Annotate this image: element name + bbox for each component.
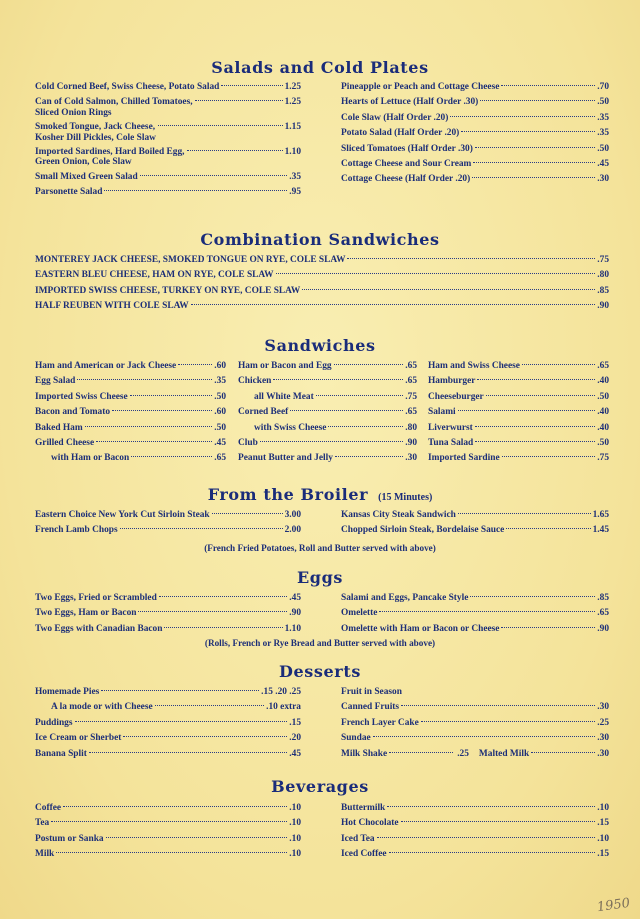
menu-item xyxy=(238,405,417,420)
leader-dots xyxy=(458,513,591,514)
menu-item xyxy=(341,747,609,762)
leader-dots xyxy=(106,837,288,838)
item-name: Banana Split xyxy=(35,748,87,759)
leader-dots xyxy=(56,852,287,853)
menu-item xyxy=(35,120,301,145)
sandwiches-column-3 xyxy=(428,359,609,467)
eggs-note: (Rolls, French or Rye Bread and Butter served with above) xyxy=(204,638,436,648)
leader-dots xyxy=(335,456,403,457)
item-name: Pineapple or Peach and Cottage Cheese xyxy=(341,82,500,92)
menu-item xyxy=(428,374,609,389)
menu-item xyxy=(238,451,417,466)
menu-item xyxy=(35,700,301,715)
combination-heading: Combination Sandwiches xyxy=(200,230,440,249)
item-price: .10 xyxy=(289,818,301,829)
menu-item xyxy=(35,374,226,389)
item-name: French Lamb Chops xyxy=(35,525,118,536)
menu-item xyxy=(35,716,301,731)
item-name: Cole Slaw (Half Order .20) xyxy=(341,112,449,123)
menu-item xyxy=(341,700,609,715)
leader-dots xyxy=(501,627,595,628)
item-price: .45 xyxy=(597,159,609,170)
item-price: 2.00 xyxy=(284,525,301,536)
item-name: Cottage Cheese (Half Order .20) xyxy=(341,174,471,185)
item-name: Corned Beef xyxy=(238,407,289,418)
menu-item xyxy=(35,801,301,816)
menu-item xyxy=(341,801,609,816)
item-price: 1.10 xyxy=(284,623,301,634)
item-price: .15 xyxy=(289,717,301,728)
item-name: Salami and Eggs, Pancake Style xyxy=(341,593,469,603)
item-name: Cheeseburger xyxy=(428,391,484,402)
item-price: .30 xyxy=(597,748,609,759)
menu-item xyxy=(35,268,609,283)
handwritten-year: 1950 xyxy=(596,895,631,916)
combination-list xyxy=(35,253,609,315)
item-price: .75 xyxy=(597,453,609,464)
menu-item xyxy=(35,405,226,420)
desserts-left-column xyxy=(35,685,301,762)
menu-item xyxy=(35,747,301,762)
leader-dots xyxy=(138,611,287,612)
menu-item xyxy=(35,451,226,466)
menu-item xyxy=(341,126,609,141)
item-price: .50 xyxy=(597,438,609,449)
leader-dots xyxy=(212,513,283,514)
item-price: .50 xyxy=(214,422,226,433)
broiler-right-column xyxy=(341,508,609,539)
item-price: .80 xyxy=(597,270,609,281)
item-price: 1.25 xyxy=(284,82,301,92)
menu-item xyxy=(428,359,609,374)
broiler-left-column xyxy=(35,508,301,539)
item-price: .65 xyxy=(405,407,417,418)
leader-dots xyxy=(475,426,595,427)
leader-dots xyxy=(131,456,212,457)
leader-dots xyxy=(486,395,596,396)
leader-dots xyxy=(522,364,595,365)
menu-item xyxy=(35,731,301,746)
item-name: Eastern Choice New York Cut Sirloin Steak xyxy=(35,510,210,520)
menu-item xyxy=(238,390,417,405)
item-name: HALF REUBEN WITH COLE SLAW xyxy=(35,301,189,312)
leader-dots xyxy=(120,528,283,529)
leader-dots xyxy=(470,596,595,597)
item-price: .10 xyxy=(597,803,609,813)
salads-heading: Salads and Cold Plates xyxy=(211,58,429,77)
leader-dots xyxy=(85,426,213,427)
leader-dots xyxy=(51,821,287,822)
leader-dots xyxy=(501,85,595,86)
item-price: .10 xyxy=(289,803,301,813)
leader-dots xyxy=(506,528,590,529)
item-price: .50 xyxy=(597,97,609,108)
leader-dots xyxy=(155,705,264,706)
menu-item xyxy=(35,95,301,120)
item-name: Sundae xyxy=(341,733,371,744)
menu-item xyxy=(35,390,226,405)
leader-dots xyxy=(387,806,595,807)
item-name: Fruit in Season xyxy=(341,687,402,697)
leader-dots xyxy=(401,705,595,706)
item-price: .30 xyxy=(597,702,609,713)
menu-item xyxy=(341,172,609,187)
item-name: Imported Swiss Cheese xyxy=(35,391,128,402)
item-price: .90 xyxy=(405,438,417,449)
menu-item xyxy=(35,359,226,374)
leader-dots xyxy=(159,596,287,597)
leader-dots xyxy=(195,100,283,101)
eggs-left-column xyxy=(35,591,301,637)
item-name: Buttermilk xyxy=(341,803,386,813)
item-name: Iced Coffee xyxy=(341,849,387,860)
menu-item xyxy=(35,436,226,451)
leader-dots xyxy=(276,273,596,274)
item-price: .50 xyxy=(597,391,609,402)
leader-dots xyxy=(63,806,287,807)
item-price: .50 xyxy=(597,143,609,154)
item-name: Grilled Cheese xyxy=(35,438,95,449)
menu-item xyxy=(341,816,609,831)
item-price: .45 xyxy=(289,593,301,603)
item-price: .60 xyxy=(214,361,226,371)
item-price: .45 xyxy=(214,438,226,449)
item-name: Hearts of Lettuce (Half Order .30) xyxy=(341,97,479,108)
item-price: .85 xyxy=(597,285,609,296)
menu-item xyxy=(35,847,301,862)
item-name: Egg Salad xyxy=(35,376,76,387)
leader-dots xyxy=(77,379,212,380)
item-name: Ham and Swiss Cheese xyxy=(428,361,520,371)
leader-dots xyxy=(221,85,282,86)
menu-item xyxy=(35,145,301,170)
menu-item xyxy=(428,436,609,451)
item-name: Hamburger xyxy=(428,376,476,387)
item-name: Two Eggs with Canadian Bacon xyxy=(35,623,163,634)
item-price: .65 xyxy=(597,361,609,371)
item-price: .45 xyxy=(289,748,301,759)
menu-item xyxy=(341,508,609,523)
item-name: Postum or Sanka xyxy=(35,833,104,844)
leader-dots xyxy=(290,410,403,411)
menu-item xyxy=(428,451,609,466)
leader-dots xyxy=(475,441,595,442)
leader-dots xyxy=(347,258,595,259)
sandwiches-column-2 xyxy=(238,359,417,467)
leader-dots xyxy=(477,379,595,380)
item-name: with Swiss Cheese xyxy=(254,422,327,433)
item-price: 1.10 xyxy=(284,147,301,158)
menu-item xyxy=(35,299,609,314)
item-name: Omelette with Ham or Bacon or Cheese xyxy=(341,623,500,634)
menu-item xyxy=(35,523,301,538)
item-name: Sliced Tomatoes (Half Order .30) xyxy=(341,143,473,154)
item-price: .20 xyxy=(289,733,301,744)
item-name: Liverwurst xyxy=(428,422,473,433)
item-name: Chicken xyxy=(238,376,272,387)
item-name: Two Eggs, Fried or Scrambled xyxy=(35,593,157,603)
item-name: Puddings xyxy=(35,717,73,728)
item-price: .40 xyxy=(597,407,609,418)
item-price: .85 xyxy=(597,593,609,603)
item-name: Smoked Tongue, Jack Cheese, Kosher Dill Pickles, Cole Slaw xyxy=(35,122,156,143)
item-name: Ham or Bacon and Egg xyxy=(238,361,332,371)
item-name: Imported Sardine xyxy=(428,453,500,464)
leader-dots xyxy=(112,410,212,411)
item-price: .65 xyxy=(597,608,609,619)
leader-dots xyxy=(101,690,259,691)
beverages-right-column xyxy=(341,801,609,863)
item-price: .90 xyxy=(289,608,301,619)
leader-dots xyxy=(472,177,595,178)
leader-dots xyxy=(334,364,404,365)
menu-item xyxy=(35,832,301,847)
item-price: .40 xyxy=(597,376,609,387)
item-name: Milk xyxy=(35,849,55,860)
item-price: .90 xyxy=(597,623,609,634)
eggs-right-column xyxy=(341,591,609,637)
desserts-right-column xyxy=(341,685,609,762)
leader-dots xyxy=(316,395,404,396)
menu-item xyxy=(428,405,609,420)
leader-dots xyxy=(187,150,283,151)
item-price: .30 xyxy=(597,174,609,185)
item-name: Malted Milk xyxy=(478,748,530,759)
leader-dots xyxy=(421,721,596,722)
item-name: Cold Corned Beef, Swiss Cheese, Potato Salad xyxy=(35,82,220,92)
item-name: Ice Cream or Sherbet xyxy=(35,733,122,744)
item-name: Tea xyxy=(35,818,50,829)
item-name: Homemade Pies xyxy=(35,687,100,697)
item-price: .60 xyxy=(214,407,226,418)
item-name: Potato Salad (Half Order .20) xyxy=(341,128,460,139)
menu-item xyxy=(341,622,609,637)
leader-dots xyxy=(401,821,596,822)
item-name: Baked Ham xyxy=(35,422,83,433)
item-price: .30 xyxy=(597,733,609,744)
item-name: Tuna Salad xyxy=(428,438,474,449)
item-name: Imported Sardines, Hard Boiled Egg, Green Onion, Cole Slaw xyxy=(35,147,185,168)
leader-dots xyxy=(531,752,595,753)
item-name: Small Mixed Green Salad xyxy=(35,171,138,182)
item-name: Club xyxy=(238,438,258,449)
item-name: Cottage Cheese and Sour Cream xyxy=(341,159,472,170)
menu-item xyxy=(428,390,609,405)
item-name: French Layer Cake xyxy=(341,717,419,728)
item-name: Canned Fruits xyxy=(341,702,400,713)
menu-item xyxy=(341,832,609,847)
menu-item xyxy=(341,685,609,700)
leader-dots xyxy=(473,162,595,163)
item-name: Salami xyxy=(428,407,456,418)
item-name: Kansas City Steak Sandwich xyxy=(341,510,456,520)
menu-item xyxy=(341,111,609,126)
leader-dots xyxy=(328,426,403,427)
broiler-note: (French Fried Potatoes, Roll and Butter served with above) xyxy=(204,543,436,553)
item-name: Hot Chocolate xyxy=(341,818,399,829)
menu-item xyxy=(238,374,417,389)
item-name: Two Eggs, Ham or Bacon xyxy=(35,608,137,619)
leader-dots xyxy=(450,116,595,117)
item-price: .90 xyxy=(597,301,609,312)
menu-item xyxy=(35,508,301,523)
item-name: Coffee xyxy=(35,803,62,813)
leader-dots xyxy=(475,147,595,148)
item-name: Iced Tea xyxy=(341,833,375,844)
leader-dots xyxy=(480,100,595,101)
menu-item xyxy=(238,359,417,374)
item-price: .25 xyxy=(597,717,609,728)
menu-item xyxy=(341,95,609,110)
leader-dots xyxy=(130,395,213,396)
leader-dots xyxy=(377,837,596,838)
item-price: .65 xyxy=(214,453,226,464)
item-price: .40 xyxy=(597,422,609,433)
item-price: .65 xyxy=(405,361,417,371)
desserts-heading: Desserts xyxy=(279,662,361,681)
item-name: IMPORTED SWISS CHEESE, TURKEY ON RYE, COLE SLAW xyxy=(35,285,301,296)
menu-item xyxy=(35,622,301,637)
menu-item xyxy=(341,847,609,862)
beverages-heading: Beverages xyxy=(271,777,369,796)
item-price: .15 .20 .25 xyxy=(261,687,301,697)
leader-dots xyxy=(389,852,596,853)
item-price: .80 xyxy=(405,422,417,433)
menu-item xyxy=(35,816,301,831)
item-price: .10 extra xyxy=(266,702,301,713)
item-price: .10 xyxy=(289,833,301,844)
leader-dots xyxy=(123,736,287,737)
menu-item xyxy=(35,685,301,700)
item-price: 1.65 xyxy=(592,510,609,520)
item-price: .95 xyxy=(289,187,301,198)
item-price: 3.00 xyxy=(284,510,301,520)
menu-item xyxy=(341,157,609,172)
item-name: Bacon and Tomato xyxy=(35,407,111,418)
menu-item xyxy=(35,185,301,200)
menu-item xyxy=(35,253,609,268)
leader-dots xyxy=(273,379,403,380)
item-name: Parsonette Salad xyxy=(35,187,103,198)
menu-item xyxy=(341,80,609,95)
item-price: .35 xyxy=(214,376,226,387)
item-price: .30 xyxy=(405,453,417,464)
menu-item xyxy=(35,80,301,95)
item-price: 1.45 xyxy=(592,525,609,536)
item-name: EASTERN BLEU CHEESE, HAM ON RYE, COLE SLAW xyxy=(35,270,274,281)
menu-item xyxy=(341,716,609,731)
item-price: .10 xyxy=(289,849,301,860)
menu-item xyxy=(341,142,609,157)
item-price: .75 xyxy=(597,255,609,265)
item-price: .75 xyxy=(405,391,417,402)
item-price: .70 xyxy=(597,82,609,92)
leader-dots xyxy=(458,410,596,411)
item-name: A la mode or with Cheese xyxy=(51,702,153,713)
leader-dots xyxy=(502,456,596,457)
menu-item xyxy=(35,170,301,185)
broiler-heading xyxy=(0,485,640,504)
leader-dots xyxy=(461,131,595,132)
leader-dots xyxy=(158,125,283,126)
leader-dots xyxy=(75,721,288,722)
item-price: 1.25 xyxy=(284,97,301,108)
item-price: .50 xyxy=(214,391,226,402)
menu-item xyxy=(35,421,226,436)
sandwiches-column-1 xyxy=(35,359,226,467)
leader-dots xyxy=(164,627,282,628)
menu-item xyxy=(238,436,417,451)
leader-dots xyxy=(104,190,287,191)
menu-item xyxy=(35,284,609,299)
item-name: all White Meat xyxy=(254,391,314,402)
item-name: Can of Cold Salmon, Chilled Tomatoes, Sliced Onion Rings xyxy=(35,97,193,118)
sandwiches-heading: Sandwiches xyxy=(264,336,376,355)
menu-item xyxy=(341,606,609,621)
leader-dots xyxy=(373,736,596,737)
item-name: Omelette xyxy=(341,608,378,619)
menu-item xyxy=(341,731,609,746)
menu-item xyxy=(341,591,609,606)
menu-item xyxy=(35,591,301,606)
leader-dots xyxy=(379,611,595,612)
leader-dots xyxy=(178,364,212,365)
item-name: Peanut Butter and Jelly xyxy=(238,453,333,464)
item-name: Ham and American or Jack Cheese xyxy=(35,361,177,371)
broiler-title: From the Broiler xyxy=(207,485,369,504)
leader-dots xyxy=(389,752,453,753)
broiler-subtitle: (15 Minutes) xyxy=(378,492,433,503)
leader-dots xyxy=(260,441,403,442)
item-price: .10 xyxy=(597,833,609,844)
item-price: .15 xyxy=(597,849,609,860)
leader-dots xyxy=(140,175,288,176)
item-price: .35 xyxy=(289,171,301,182)
item-price: .25 xyxy=(457,748,469,759)
salads-left-column xyxy=(35,80,301,201)
eggs-heading: Eggs xyxy=(297,568,343,587)
leader-dots xyxy=(191,304,596,305)
item-name: MONTEREY JACK CHEESE, SMOKED TONGUE ON RYE, COLE SLAW xyxy=(35,255,346,265)
item-name: Milk Shake xyxy=(341,748,388,759)
leader-dots xyxy=(96,441,212,442)
leader-dots xyxy=(89,752,287,753)
menu-item xyxy=(341,523,609,538)
menu-item xyxy=(238,421,417,436)
menu-item xyxy=(428,421,609,436)
item-price: .35 xyxy=(597,112,609,123)
item-price: .15 xyxy=(597,818,609,829)
menu-item xyxy=(35,606,301,621)
item-price: .65 xyxy=(405,376,417,387)
salads-right-column xyxy=(341,80,609,188)
leader-dots xyxy=(302,289,595,290)
item-price: .35 xyxy=(597,128,609,139)
item-name: with Ham or Bacon xyxy=(51,453,130,464)
item-name: Chopped Sirloin Steak, Bordelaise Sauce xyxy=(341,525,505,536)
beverages-left-column xyxy=(35,801,301,863)
item-price: 1.15 xyxy=(284,122,301,133)
